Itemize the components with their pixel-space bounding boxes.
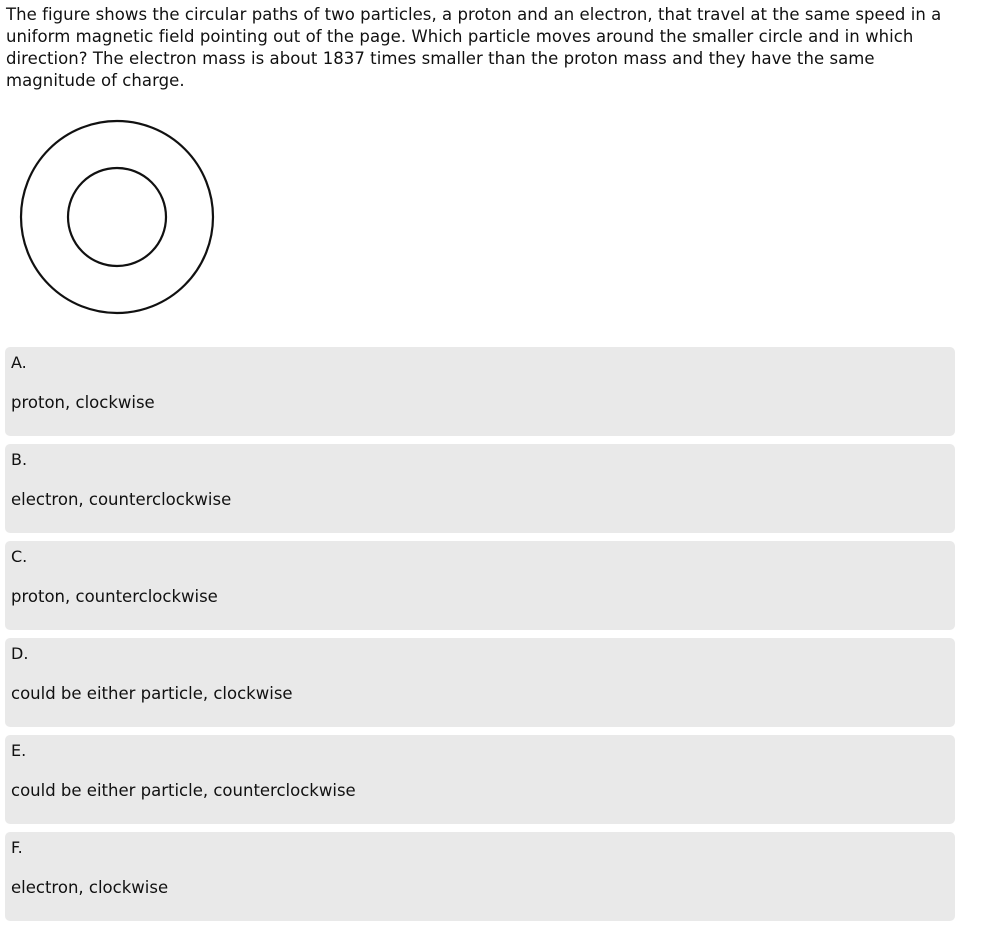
option-text: could be either particle, counterclockwise: [11, 781, 356, 800]
option-f[interactable]: [5, 832, 955, 921]
question-text: The figure shows the circular paths of two particles, a proton and an electron, that travel at the same speed in a uniform magnetic field pointing out of the page. Which particle moves around the smaller circle and in which direction? The electron mass is about 1837 times smaller than the proton mass and they have the same magnitude of charge.: [6, 5, 942, 90]
option-d[interactable]: [5, 638, 955, 727]
option-letter: C.: [11, 547, 28, 566]
option-b[interactable]: [5, 444, 955, 533]
concentric-circles-figure: [18, 118, 218, 318]
option-text: proton, clockwise: [11, 393, 155, 412]
option-c[interactable]: [5, 541, 955, 630]
inner-circle-path: [68, 168, 166, 266]
option-text: electron, counterclockwise: [11, 490, 232, 509]
option-text: electron, clockwise: [11, 878, 169, 897]
outer-circle-path: [21, 121, 213, 313]
option-e[interactable]: [5, 735, 955, 824]
option-a[interactable]: [5, 347, 955, 436]
option-letter: D.: [11, 644, 29, 663]
option-letter: E.: [11, 741, 27, 760]
answer-options: [5, 347, 955, 929]
option-letter: B.: [11, 450, 28, 469]
option-letter: F.: [11, 838, 23, 857]
option-text: could be either particle, clockwise: [11, 684, 293, 703]
option-text: proton, counterclockwise: [11, 587, 218, 606]
circles-diagram: [18, 118, 218, 318]
option-letter: A.: [11, 353, 27, 372]
